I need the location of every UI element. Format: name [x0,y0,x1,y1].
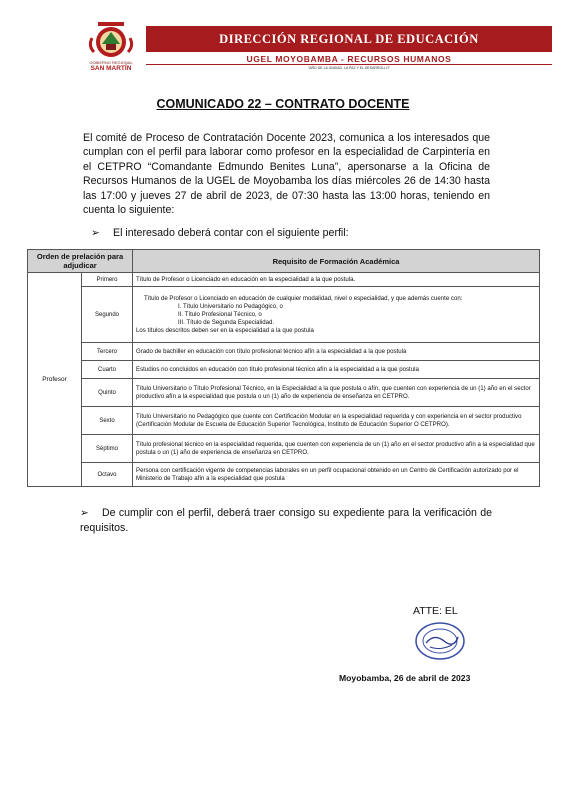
table-row [28,435,540,463]
arrow-bullet-icon: ➢ [91,227,100,239]
header-title: DIRECCIÓN REGIONAL DE EDUCACIÓN [146,26,552,52]
requirement-list [136,303,536,327]
group-label: Profesor [28,273,82,487]
row-requirement: Persona con certificación vigente de competencias laborales en un perfil ocupacional obtenido en un Centro de Certificación autorizado por el Ministerio de Trabajo afín a la especialidad que postula [133,463,540,487]
seal-stamp-icon [414,621,466,661]
logo-region: SAN MARTÍN [90,65,132,72]
list-item: I. Título Universitario no Pedagógico, o [178,302,283,310]
row-order: Primero [82,273,133,287]
document-date: Moyobamba, 26 de abril de 2023 [339,673,471,683]
row-requirement: Grado de bachiller en educación con título profesional técnico afín a la especialidad a la que postula [133,343,540,361]
row-requirement: Título Universitario o Título Profesional Técnico, en la Especialidad a la que postula o afín, que cuenten con experiencia de un (1) año en el sector productivo afín a la especialidad que postula o un (1) año de experiencia de enseñanza en CETPRO. [133,379,540,407]
row-order: Séptimo [82,435,133,463]
row-order: Octavo [82,463,133,487]
logo-caption [70,60,152,73]
row-order: Sexto [82,407,133,435]
row-order: Segundo [82,287,133,343]
table-row [28,379,540,407]
table-row [28,343,540,361]
table-row [28,273,540,287]
row-note: Los títulos descritos deben ser en la especialidad a la que postula [136,326,314,334]
row-requirement [133,287,540,343]
table-row [28,407,540,435]
row-requirement: Título de Profesor o Licenciado en educación en la especialidad a la que postula. [133,273,540,287]
document-title: COMUNICADO 22 – CONTRATO DOCENTE [156,97,410,111]
header-subtitle: UGEL MOYOBAMBA - RECURSOS HUMANOS [146,55,552,65]
row-order: Tercero [82,343,133,361]
bullet-profile-text: El interesado deberá contar con el siguiente perfil: [113,227,349,239]
table-header-row [28,250,540,273]
list-item: III. Título de Segunda Especialidad. [178,318,275,326]
intro-paragraph: El comité de Proceso de Contratación Docente 2023, comunica a los interesados que cumplan con el perfil para laborar como profesor en la especialidad de Carpintería en el CETPRO “Comandante Edmundo Benites Luna”, apersonarse a la Oficina de Recursos Humanos de la UGEL de Moyobamba los días miércoles 26 de 14:30 hasta las 17:00 y jueves 27 de abril de 2023, de 07:30 hasta las 13:00 horas, teniendo en cuenta lo siguiente: [83,132,490,217]
row-requirement: Título Universitario no Pedagógico que cuente con Certificación Modular en la especialidad requerida y con experiencia en el sector productivo (Certificación Modular de Escuela de Educación Superior Tecnológica, Instituto de Educación Superior O CETPRO). [133,407,540,435]
row-requirement: Estudios no concluidos en educación con título profesional técnico afín a la especialidad a la que postula [133,361,540,379]
header-order: Orden de prelación para adjudicar [28,250,133,273]
header-requirement: Requisito de Formación Académica [133,250,540,273]
bullet-verification [80,506,492,536]
table-row [28,287,540,343]
requirements-table [27,249,540,487]
logo-text: GOBIERNO REGIONAL [89,60,133,65]
closing-text: ATTE: EL [413,605,458,617]
bullet-profile [91,227,349,239]
row-intro: Título de Profesor o Licenciado en educación de cualquier modalidad, nivel o especialidad, y que además cuente con: [144,294,463,302]
list-item: II. Título Profesional Técnico, o [178,310,262,318]
row-requirement: Título profesional técnico en la especialidad requerida, que cuenten con experiencia de un (1) año en el sector productivo afín a la especialidad que postula o un (1) año de experiencia de enseñanza en CETPRO. [133,435,540,463]
bullet-verification-text: De cumplir con el perfil, deberá traer consigo su expediente para la verificación de requisitos. [80,507,492,534]
header-motto: "AÑO DE LA UNIDAD, LA PAZ Y EL DESARROLLO" [307,66,391,70]
row-order: Quinto [82,379,133,407]
row-order: Cuarto [82,361,133,379]
table-row [28,361,540,379]
table-row [28,463,540,487]
arrow-bullet-icon: ➢ [80,507,89,519]
